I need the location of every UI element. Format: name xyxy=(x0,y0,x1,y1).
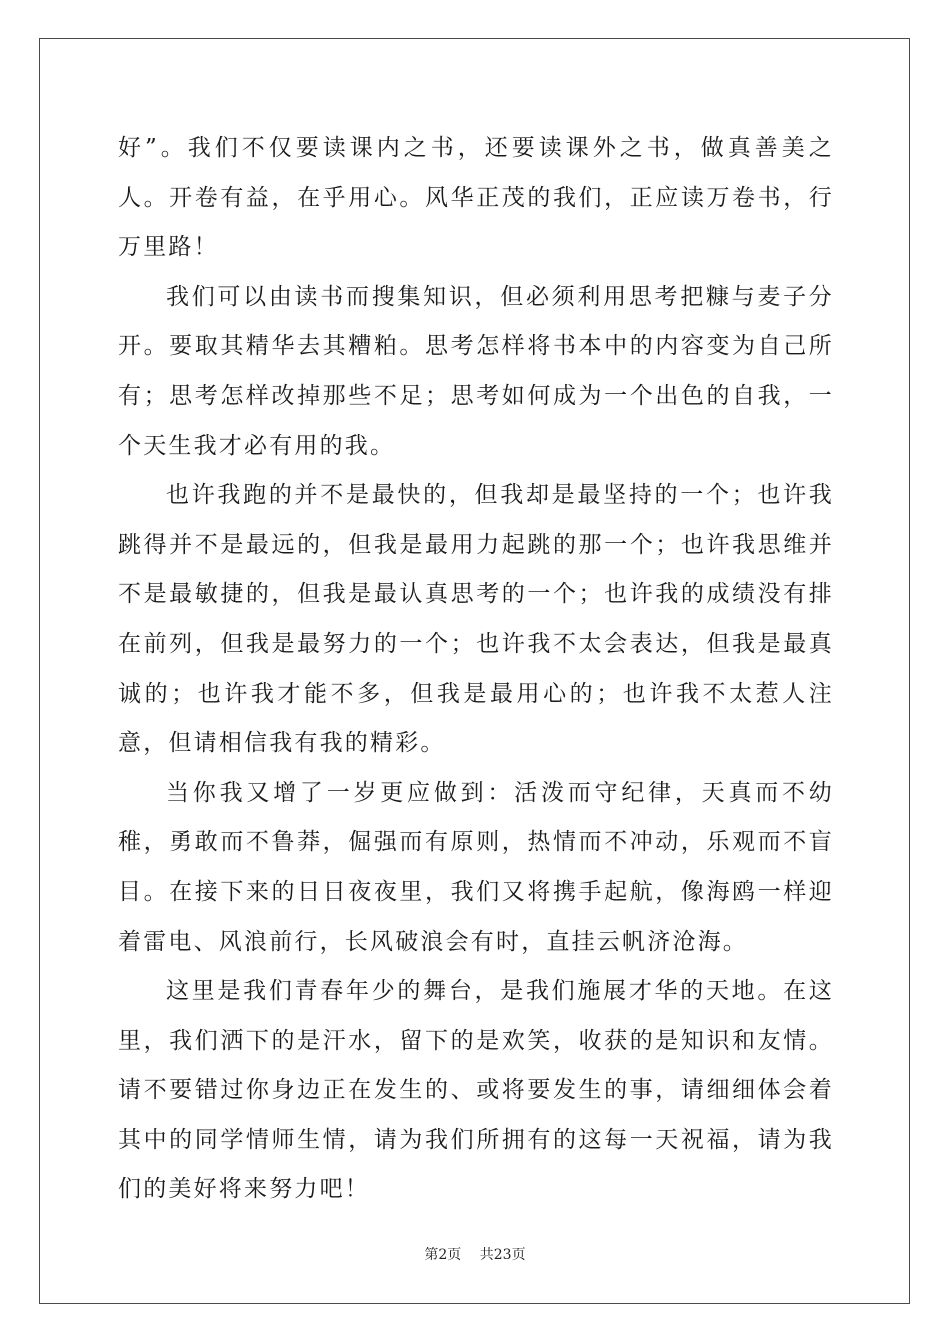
page-number: 第2页 xyxy=(424,1247,462,1263)
document-body xyxy=(118,124,834,1215)
paragraph: 也许我跑的并不是最快的，但我却是最坚持的一个；也许我跳得并不是最远的，但我是最用力起跳的那一个；也许我思维并不是最敏捷的，但我是最认真思考的一个；也许我的成绩没有排在前列，但我是最努力的一个；也许我不太会表达，但我是最真诚的；也许我才能不多，但我是最用心的；也许我不太惹人注意，但请相信我有我的精彩。 xyxy=(118,482,834,757)
page-footer xyxy=(0,1246,950,1264)
paragraph: 这里是我们青春年少的舞台，是我们施展才华的天地。在这里，我们洒下的是汗水，留下的是欢笑，收获的是知识和友情。请不要错过你身边正在发生的、或将要发生的事，请细细体会着其中的同学情师生情，请为我们所拥有的这每一天祝福，请为我们的美好将来努力吧！ xyxy=(118,978,834,1203)
paragraph: 我们可以由读书而搜集知识，但必须利用思考把糠与麦子分开。要取其精华去其糟粕。思考怎样将书本中的内容变为自己所有；思考怎样改掉那些不足；思考如何成为一个出色的自我，一个天生我才必有用的我。 xyxy=(118,283,834,459)
paragraph: 当你我又增了一岁更应做到：活泼而守纪律，天真而不幼稚，勇敢而不鲁莽，倔强而有原则，热情而不冲动，乐观而不盲目。在接下来的日日夜夜里，我们又将携手起航，像海鸥一样迎着雷电、风浪前行，长风破浪会有时，直挂云帆济沧海。 xyxy=(118,779,834,955)
total-pages: 共23页 xyxy=(479,1247,526,1263)
paragraph-continuation: 好”。我们不仅要读课内之书，还要读课外之书，做真善美之人。开卷有益，在乎用心。风华正茂的我们，正应读万卷书，行万里路！ xyxy=(118,135,834,261)
